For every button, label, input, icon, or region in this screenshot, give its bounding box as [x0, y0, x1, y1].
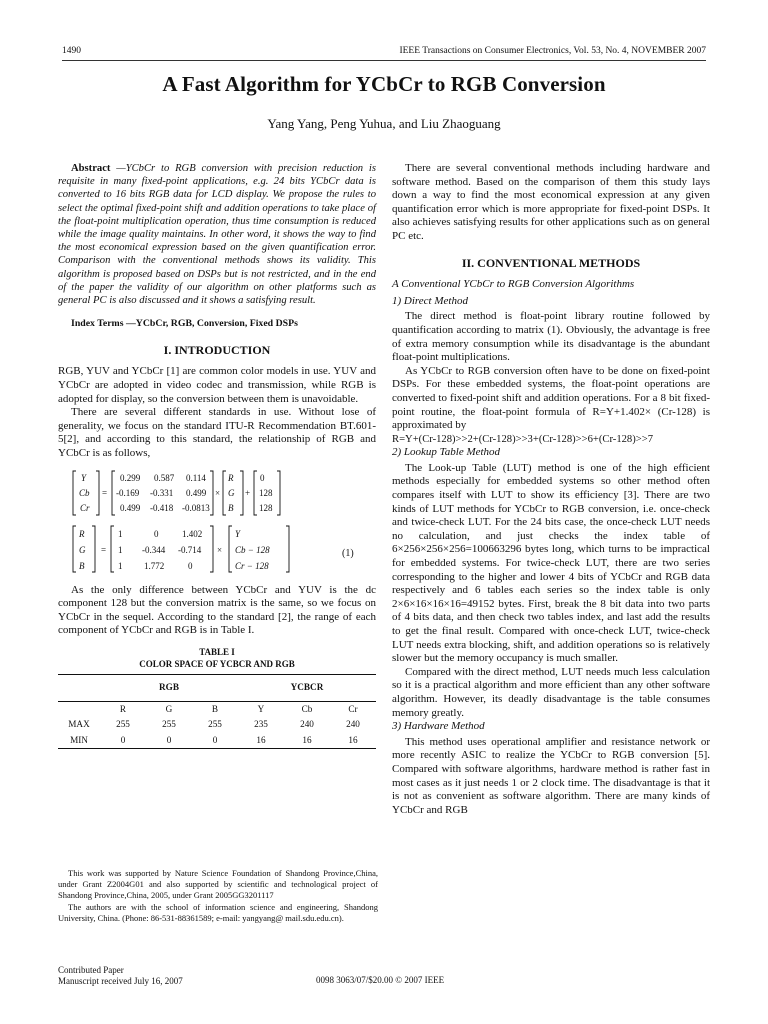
m1-cell: 0.499 [120, 502, 141, 513]
subsection-heading-lut: 2) Lookup Table Method [392, 446, 501, 459]
copyright-line: 0098 3063/07/$20.00 © 2007 IEEE [316, 975, 445, 985]
intro-paragraph-1: RGB, YUV and YCbCr [1] are common color models in use. YUV and YCbCr are adopted in video codec and transmission, while RGB is adopted for display, so the conversion between them is unavoidable. [58, 365, 376, 405]
m2-left-0: R [79, 528, 85, 539]
m1-cell: -0.418 [150, 502, 174, 513]
m1-cell: 0.299 [120, 472, 141, 483]
table-cell: 240 [346, 719, 360, 730]
table-cell: 0 [120, 734, 126, 745]
table-cell: 16 [256, 734, 266, 745]
table-cell: 255 [208, 719, 222, 730]
table-caption [58, 646, 376, 670]
m1-left-0: Y [81, 472, 87, 483]
abstract-text: —YCbCr to RGB conversion with precision reduction is requisite in many fixed-point applications, e.g. 24 bits YCbCr data is converted to 16 bits RGB data for LCD display. We propose the rules to select the optimal fixed-point shift and addition operations to take place of the float-point multiplication operation, thus time consumption is reduced while the image quality maintains. In other word, it shows the way to find the most economical expression based on the given quantification error. Comparison with the conventional methods shows its validity. This algorithm is proposed based on DSPs but is not restricted, and in the end of the paper the validity of our algorithm on other platforms such as general PC is also discussed and it shows a satisfying result. [58, 163, 376, 307]
left-column [58, 162, 376, 749]
subsection-heading-direct: 1) Direct Method [392, 294, 468, 307]
equals-sign: = [101, 544, 107, 555]
table-col-header: G [165, 703, 173, 714]
intro-paragraph-3: As the only difference between YCbCr and YUV is the dc component 128 but the conversion matrix is the same, so we focus on YCbCr in the sequel. According to the standard [2], the range of each component of YCbCr and RGB is in Table I. [58, 583, 376, 637]
abstract [58, 162, 376, 307]
submission-info [58, 965, 183, 987]
table-col-header: Cr [348, 703, 358, 714]
equals-sign: = [102, 487, 108, 498]
table-number: TABLE I [199, 646, 235, 657]
contributed-paper-label: Contributed Paper [58, 965, 124, 975]
m1-cell: 0.499 [186, 487, 207, 498]
table-group-ycbcr: YCBCR [290, 681, 324, 692]
m1-rgb-0: R [228, 472, 234, 483]
paper-title: A Fast Algorithm for YCbCr to RGB Conversion [162, 72, 606, 96]
m2-left-1: G [79, 544, 86, 555]
m1-left-2: Cr [80, 502, 90, 513]
m2-right-2: Cr − 128 [235, 560, 269, 571]
subsection-heading-hardware: 3) Hardware Method [392, 720, 485, 733]
table-cell: 240 [300, 719, 314, 730]
m1-cell: -0.169 [116, 487, 140, 498]
journal-citation: IEEE Transactions on Consumer Electronics, Vol. 53, No. 4, NOVEMBER 2007 [399, 46, 706, 56]
table-cell: 255 [116, 719, 130, 730]
direct-paragraph-1: The direct method is float-point library routine followed by quantification according to matrix (1). Obviously, the advantage is free of extra memory consumption while its disadvantage is the abundant float-point multiplications. [392, 310, 710, 364]
right-paragraph-1: There are several conventional methods including hardware and software method. Based on the comparison of them this study lays down a way to find the most economical expression at any given quantification error which is more appropriate for fixed-point DSPs. It also achieves satisfying results for other applications such as on general PC etc. [392, 162, 710, 242]
hardware-paragraph-1: This method uses operational amplifier and resistance network or more recently ASIC to realize the YCbCr to RGB conversion [5]. Compared with software algorithms, hardware method is rather fast in most cases as it just needs 1 or 2 clock time. The disadvantage is that it is not as convenient as software algorithm. There are many kinds of YCbCr and RGB [392, 735, 710, 816]
equation-1 [58, 466, 376, 578]
lut-paragraph-1: The Look-up Table (LUT) method is one of the high efficient methods especially for embedded systems so other method often compares itself with LUT to show its efficiency [3]. There are two kinds of LUT methods for YCbCr to RGB conversion, i.e. once-check and twice-check LUT. For the 24 bits case, the once-check LUT needs no calculation, and just checks the index table of 6×256×256×256=100663296 bytes long, which turns to be impractical for embedded systems. For twice-check LUT, there are two series corresponding to the higher and lower 4 bits of YCbCr and RGB data respectively and 6 tables each series so the index table is only 2×6×16×16×16=49152 bytes. First, break the 8 bit data into two parts of 4 bits data, and then check two tables index, and last add the results to get the final result. Compared with once-check LUT, twice-check LUT needs extra blocking, shift, and addition operations so is relatively slower but the memory occupancy is much smaller. [392, 461, 710, 665]
funding-note: This work was supported by Nature Science Foundation of Shandong Province,China, under Grant Z2004G01 and also supported by scientific and technological project of Shandong Province,China, 2005, under Grant 2005GG3201117 [58, 868, 378, 901]
color-space-table [58, 674, 376, 749]
m1-rgb-2: B [228, 502, 234, 513]
table-row [58, 717, 376, 733]
table-cell: 16 [302, 734, 312, 745]
m2-cell: 1.402 [182, 528, 203, 539]
subsection-heading-a: A Conventional YCbCr to RGB Conversion Algorithms [392, 278, 635, 291]
m2-cell: 1 [118, 528, 123, 539]
page-number: 1490 [62, 46, 81, 56]
row-label: MAX [68, 719, 90, 730]
index-terms: Index Terms —YCbCr, RGB, Conversion, Fixed DSPs [71, 318, 298, 330]
m2-cell: 1 [118, 544, 123, 555]
table-row [58, 733, 376, 749]
footnote [58, 868, 378, 924]
manuscript-received: Manuscript received July 16, 2007 [58, 976, 183, 986]
table-col-header: Cb [301, 703, 313, 714]
m2-left-2: B [79, 560, 85, 571]
m2-cell: -0.714 [178, 544, 202, 555]
table-cell: 255 [162, 719, 176, 730]
m2-cell: 0 [188, 560, 193, 571]
m1-left-1: Cb [79, 487, 90, 498]
table-cell: 16 [348, 734, 358, 745]
m1-offset-2: 128 [259, 502, 273, 513]
m2-cell: 0 [154, 528, 159, 539]
table-col-header: R [119, 703, 127, 714]
times-sign: × [215, 487, 221, 498]
row-label: MIN [70, 734, 88, 745]
m1-cell: -0.0813 [182, 502, 210, 513]
affiliation-note: The authors are with the school of information science and engineering, Shandong University, China. (Phone: 86-531-88361589; e-mail: yangyang@ mail.sdu.edu.cn). [58, 901, 378, 923]
section-heading-conventional: II. CONVENTIONAL METHODS [461, 255, 641, 270]
table-group-rgb: RGB [159, 681, 179, 692]
table-cell: 235 [254, 719, 268, 730]
m2-cell: 1.772 [144, 560, 165, 571]
direct-paragraph-2: As YCbCr to RGB conversion often have to be done on fixed-point DSPs. For these embedded systems, the float-point operations are converted to fixed-point shift and addition operations. For a 8 bit fixed-point routine, the float-point formula of R=Y+1.402× (Cr-128) is approximated by [392, 364, 710, 432]
author-list: Yang Yang, Peng Yuhua, and Liu Zhaoguang [267, 116, 501, 131]
m1-cell: 0.587 [154, 472, 175, 483]
shift-formula: R=Y+(Cr-128)>>2+(Cr-128)>>3+(Cr-128)>>6+(Cr-128)>>7 [392, 433, 653, 445]
table-cell: 0 [212, 734, 218, 745]
table-title: COLOR SPACE OF YCBCR AND RGB [139, 658, 295, 669]
m2-right-0: Y [235, 528, 241, 539]
lut-paragraph-2: Compared with the direct method, LUT needs much less calculation so it is a practical algorithm and more efficient than any other software algorithm. However, its deadly disadvantage is the table consumes memory greatly. [392, 665, 710, 719]
m2-cell: 1 [118, 560, 123, 571]
section-heading-introduction: I. INTRODUCTION [163, 342, 271, 357]
m1-offset-1: 128 [259, 487, 273, 498]
m1-offset-0: 0 [260, 472, 265, 483]
abstract-label: Abstract [71, 163, 111, 174]
m1-rgb-1: G [228, 487, 235, 498]
table-cell: 0 [166, 734, 172, 745]
table-col-header: Y [257, 703, 265, 714]
m2-cell: -0.344 [142, 544, 166, 555]
equation-matrices [58, 466, 376, 578]
m1-cell: -0.331 [150, 487, 174, 498]
plus-sign: + [245, 487, 251, 498]
m2-right-1: Cb − 128 [235, 544, 270, 555]
running-header [62, 46, 706, 61]
equation-number: (1) [342, 547, 354, 559]
table-col-header: B [211, 703, 219, 714]
times-sign: × [217, 544, 223, 555]
m1-cell: 0.114 [186, 472, 206, 483]
intro-paragraph-2: There are several different standards in use. Without lose of generality, we focus on the standard ITU-R Recommendation BT.601-5[2], and according to this standard, the relationship of RGB and YCbCr is as follows, [58, 406, 376, 459]
right-column [392, 162, 710, 817]
